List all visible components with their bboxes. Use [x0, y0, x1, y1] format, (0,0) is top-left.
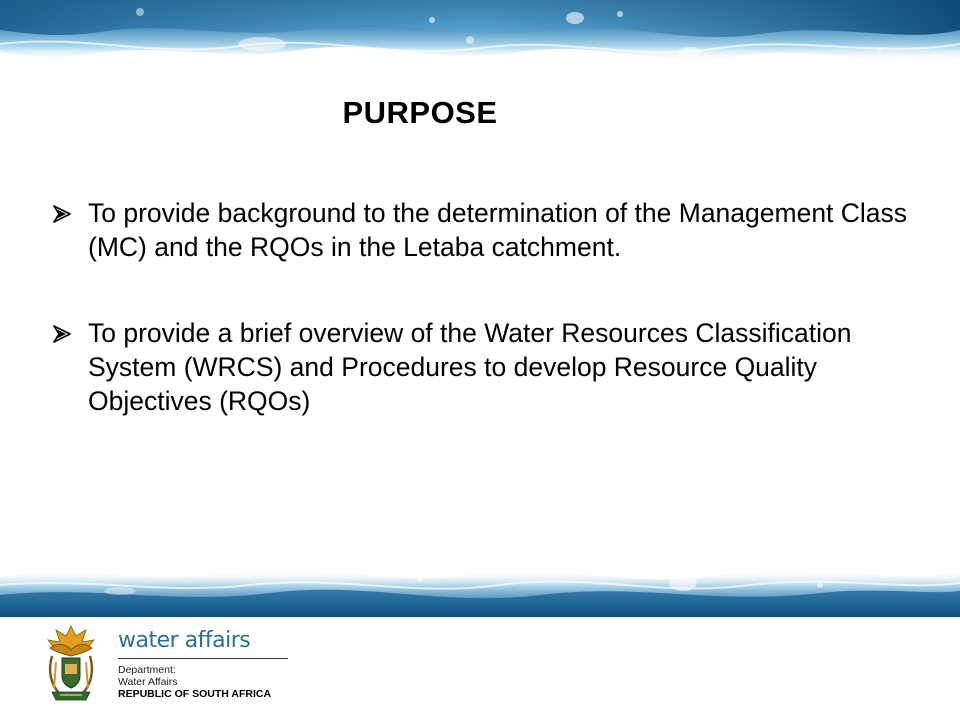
- coat-of-arms-icon: [40, 622, 102, 704]
- bullet-text: To provide a brief overview of the Water Resources Classification System (WRCS) and Procedures to develop Resource Quality Objectives (RQOs): [88, 318, 852, 416]
- brand-name: water affairs: [118, 628, 251, 653]
- bullet-list: [52, 196, 912, 470]
- department-name: Water Affairs: [118, 676, 178, 688]
- arrow-bullet-icon: [52, 205, 72, 223]
- arrow-bullet-icon: [52, 325, 72, 343]
- bullet-text: To provide background to the determination of the Management Class (MC) and the RQOs in the Letaba catchment.: [88, 198, 908, 262]
- brand-divider: [118, 658, 288, 659]
- country-name: REPUBLIC OF SOUTH AFRICA: [118, 688, 272, 700]
- department-label: Department:: [118, 664, 176, 676]
- slide-title: PURPOSE: [342, 95, 498, 130]
- bottom-water-banner: [0, 555, 960, 617]
- bullet-item: [52, 196, 912, 264]
- bullet-item: [52, 316, 912, 418]
- department-logo: [40, 622, 270, 706]
- top-water-banner: [0, 0, 960, 80]
